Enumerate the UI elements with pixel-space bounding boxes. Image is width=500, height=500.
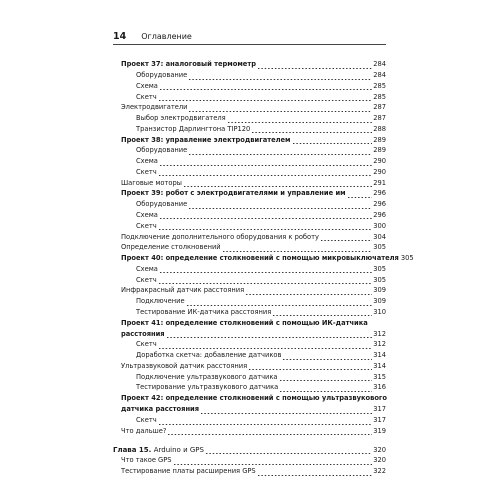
toc-entry-title: Скетч (136, 221, 157, 230)
toc-entry-page: 296 (373, 210, 386, 219)
toc-entry-title: Ультразвуковой датчик расстояния (121, 361, 248, 370)
dot-leader (158, 167, 373, 177)
toc-entry[interactable] (113, 252, 414, 263)
dot-leader (245, 285, 372, 295)
toc-entry[interactable] (113, 209, 386, 220)
toc-entry-title: Тестирование ИК-датчика расстояния (136, 307, 272, 316)
toc-entry-title-line2: датчика расстояния (121, 405, 200, 414)
toc-entry-page: 289 (373, 135, 386, 144)
toc-entry-title: Подключение (136, 297, 185, 306)
toc-entry-page: 287 (373, 103, 386, 112)
toc-entry[interactable] (113, 455, 386, 466)
dot-leader (158, 275, 373, 285)
toc-entry[interactable] (113, 339, 386, 350)
toc-entry-page: 300 (373, 221, 386, 230)
toc-entry-page: 305 (373, 243, 386, 252)
toc-entry[interactable] (113, 69, 386, 80)
toc-entry-page: 291 (373, 178, 386, 187)
toc-entry[interactable] (113, 465, 386, 476)
page-header (113, 31, 386, 42)
toc-entry[interactable] (113, 112, 386, 123)
toc-entry-page: 296 (373, 200, 386, 209)
page-number: 14 (113, 31, 127, 42)
toc-entry[interactable] (113, 274, 386, 285)
toc-entry-page: 317 (373, 405, 386, 414)
toc-entry-title: Проект 40: определение столкновений с помощью микровыключателя (121, 254, 399, 263)
toc-entry-page: 310 (373, 307, 386, 316)
toc-entry-title: Что дальше? (121, 426, 167, 435)
toc-entry-title: Проект 38: управление электродвигателем (121, 135, 291, 144)
running-title: Оглавление (141, 32, 192, 41)
toc-entry-page: 304 (373, 232, 386, 241)
dot-leader (158, 92, 373, 102)
toc-entry[interactable] (113, 360, 386, 371)
toc-entry-page: 315 (373, 372, 386, 381)
toc-entry-page: 290 (373, 157, 386, 166)
dot-leader (257, 59, 372, 69)
toc-entry-title: Схема (136, 157, 158, 166)
dot-leader (205, 445, 372, 455)
toc-entry-title: Схема (136, 81, 158, 90)
toc-entry-title: Проект 39: робот с электродвигателями и управление им (121, 189, 346, 198)
dot-leader (159, 156, 372, 166)
dot-leader (183, 178, 372, 188)
toc-entry-title: Скетч (136, 92, 157, 101)
toc-entry-page: 322 (373, 467, 386, 476)
dot-leader (159, 210, 372, 220)
toc-entry-title: Скетч (136, 167, 157, 176)
toc-entry-page: 285 (373, 81, 386, 90)
toc-entry-page: 305 (373, 275, 386, 284)
toc-entry-title: Схема (136, 210, 158, 219)
toc-entry-page: 309 (373, 297, 386, 306)
dot-leader (158, 339, 373, 349)
toc-entry-title-line1: Проект 41: определение столкновений с помощью ИК-датчика (121, 318, 368, 327)
dot-leader (248, 361, 372, 371)
dot-leader (166, 329, 373, 339)
dot-leader (159, 264, 372, 274)
toc-entry-page: 296 (373, 189, 386, 198)
toc-entry-page: 290 (373, 167, 386, 176)
toc-entry[interactable] (113, 317, 386, 339)
toc-entry[interactable] (113, 123, 386, 134)
toc-entry-page: 317 (373, 416, 386, 424)
table-of-contents (113, 59, 414, 477)
toc-entry[interactable] (113, 134, 386, 145)
toc-entry-title: Оборудование (136, 200, 188, 209)
dot-leader (279, 382, 372, 392)
dot-leader (159, 81, 372, 91)
toc-entry[interactable] (113, 382, 386, 393)
toc-entry-title: Схема (136, 264, 158, 273)
dot-leader (188, 102, 372, 112)
dot-leader (186, 296, 373, 306)
dot-leader (167, 426, 372, 436)
header-rule (113, 44, 386, 45)
toc-entry-page: 309 (373, 286, 386, 295)
toc-entry-page: 312 (373, 329, 386, 338)
toc-entry-page: 305 (400, 254, 414, 263)
toc-entry-page: 320 (373, 445, 386, 454)
toc-entry-page: 319 (373, 426, 386, 435)
dot-leader (320, 232, 372, 242)
toc-entry-title: Проект 37: аналоговый термометр (121, 60, 257, 69)
toc-entry-title: Подключение дополнительного оборудования к роботу (121, 232, 320, 241)
toc-entry-page: 316 (373, 383, 386, 392)
toc-entry-title: Транзистор Дарлингтона TIP120 (136, 124, 251, 133)
toc-entry-title: Тестирование ультразвукового датчика (136, 383, 279, 392)
toc-entry-page: 312 (373, 340, 386, 349)
toc-entry-page: 288 (373, 124, 386, 133)
dot-leader (282, 350, 372, 360)
dot-leader (257, 466, 373, 476)
toc-entry-title: Электродвигатели (121, 103, 188, 112)
toc-entry-title-line1: Проект 42: определение столкновений с помощью ультразвукового (121, 394, 388, 403)
toc-entry[interactable] (113, 145, 386, 156)
toc-entry-page: 305 (373, 264, 386, 273)
toc-chapter-entry[interactable] (113, 444, 386, 455)
toc-entry-title: Определение столкновений (121, 243, 221, 252)
toc-entry[interactable] (113, 414, 386, 425)
toc-entry-title: Подключение ультразвукового датчика (136, 372, 278, 381)
toc-entry[interactable] (113, 285, 386, 296)
dot-leader (188, 199, 372, 209)
toc-entry-title: Оборудование (136, 146, 188, 155)
dot-leader (347, 188, 373, 198)
toc-entry-title: Что такое GPS (121, 456, 172, 465)
dot-leader (200, 404, 372, 414)
toc-entry[interactable] (113, 102, 386, 113)
dot-leader (227, 113, 373, 123)
dot-leader (292, 135, 373, 145)
toc-entry-title: Скетч (136, 275, 157, 284)
toc-entry-title: Выбор электродвигателя (136, 114, 226, 123)
chapter-gap (113, 436, 386, 444)
toc-entry[interactable] (113, 188, 386, 199)
toc-entry-title-line2: расстояния (121, 329, 165, 338)
toc-entry-page: 285 (373, 92, 386, 101)
toc-entry[interactable] (113, 155, 386, 166)
toc-entry-title: Скетч (136, 340, 157, 349)
toc-entry-page: 314 (373, 351, 386, 360)
toc-entry-page: 284 (373, 60, 386, 69)
dot-leader (188, 145, 372, 155)
dot-leader (188, 70, 372, 80)
toc-entry[interactable] (113, 80, 386, 91)
toc-entry[interactable] (113, 392, 386, 414)
toc-entry-page: 314 (373, 361, 386, 370)
dot-leader (158, 221, 373, 231)
toc-entry[interactable] (113, 425, 386, 436)
toc-entry[interactable] (113, 306, 386, 317)
toc-entry[interactable] (113, 371, 386, 382)
toc-entry-title: Тестирование платы расширения GPS (121, 467, 256, 476)
toc-chapter-title (113, 445, 204, 455)
dot-leader (222, 242, 373, 252)
dot-leader (158, 415, 373, 425)
dot-leader (279, 372, 373, 382)
chapter-name: Arduino и GPS (153, 445, 204, 454)
dot-leader (251, 124, 372, 134)
toc-entry-title: Шаговые моторы (121, 178, 182, 187)
toc-entry[interactable] (113, 198, 386, 209)
toc-entry-title: Оборудование (136, 71, 188, 80)
toc-entry-title: Доработка скетча: добавление датчиков (136, 351, 282, 360)
dot-leader (272, 307, 372, 317)
toc-entry-title: Скетч (136, 416, 157, 424)
toc-entry[interactable] (113, 263, 386, 274)
dot-leader (173, 455, 373, 465)
toc-entry[interactable] (113, 59, 386, 70)
chapter-label: Глава 15. (113, 445, 152, 454)
toc-entry[interactable] (113, 91, 386, 102)
toc-entry[interactable] (113, 166, 386, 177)
toc-entry[interactable] (113, 220, 386, 231)
toc-entry[interactable] (113, 177, 386, 188)
toc-entry-page: 320 (373, 456, 386, 465)
toc-entry[interactable] (113, 295, 386, 306)
toc-entry[interactable] (113, 231, 386, 242)
toc-entry-page: 289 (373, 146, 386, 155)
toc-entry-title: Инфракрасный датчик расстояния (121, 286, 245, 295)
toc-entry-page: 284 (373, 71, 386, 80)
toc-entry-page: 287 (373, 114, 386, 123)
toc-entry[interactable] (113, 242, 386, 253)
toc-entry[interactable] (113, 349, 386, 360)
